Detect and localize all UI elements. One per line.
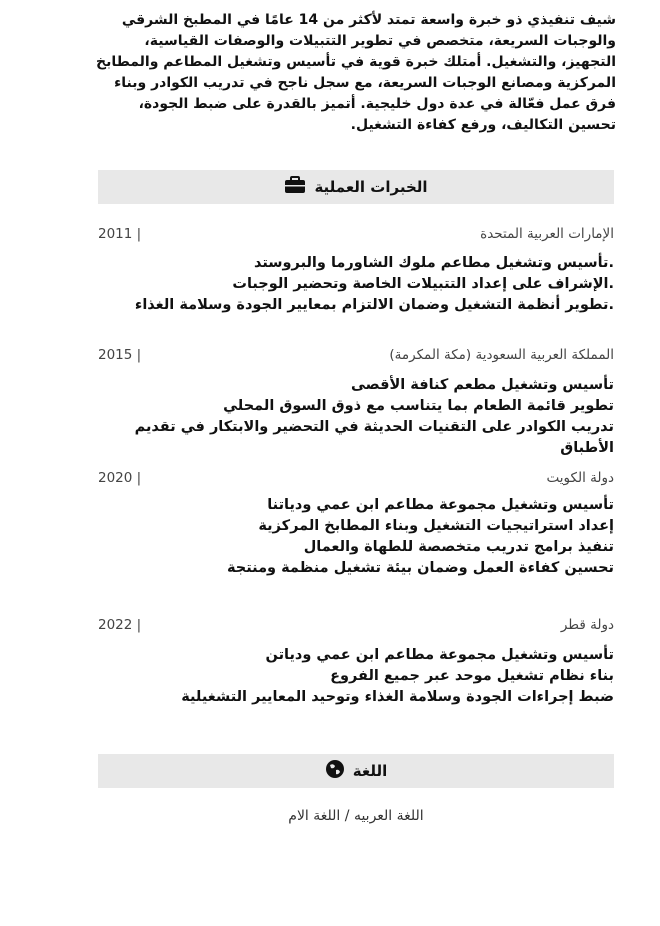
experience-country: المملكة العربية السعودية (مكة المكرمة)	[389, 347, 614, 363]
list-item: تنفيذ برامج تدريب متخصصة للطهاة والعمال	[303, 539, 614, 555]
list-item: بناء نظام تشغيل موحد عبر جميع الفروع	[330, 668, 614, 684]
list-item: .الإشراف على إعداد التتبيلات الخاصة وتحضير الوجبات	[232, 276, 614, 292]
experience-entry-header	[98, 617, 614, 633]
professional-summary: شيف تنفيذي ذو خبرة واسعة تمتد لأكثر من 14 عامًا في المطبخ الشرقي والوجبات السريعة، متخصص في تطوير التتبيلات والوصفات القياسية، التجهيز، والتشغيل. أمتلك خبرة قوية في تأسيس وتشغيل المطاعم والمطابخ المركزية ومصانع الوجبات السريعة، مع سجل ناجح في تدريب الكوادر وبناء فرق عمل فعّالة في عدة دول خليجية. أتميز بالقدرة على ضبط الجودة، تحسين التكاليف، ورفع كفاءة التشغيل.	[96, 12, 616, 133]
experience-items	[98, 253, 614, 316]
list-item: تأسيس وتشغيل مجموعة مطاعم ابن عمي ودياتن	[265, 647, 614, 663]
experience-items	[98, 495, 614, 579]
experience-entry-header	[98, 347, 614, 363]
list-item: تحسين كفاءة العمل وضمان بيئة تشغيل منظمة ومنتجة	[227, 560, 614, 576]
experience-items	[98, 375, 614, 459]
experience-section-title: الخبرات العملية	[314, 178, 428, 196]
language-section-title: اللغة	[352, 762, 388, 780]
experience-country: دولة الكويت	[546, 470, 614, 486]
list-item: تأسيس وتشغيل مطعم كنافة الأقصى	[351, 377, 614, 393]
list-item: تأسيس وتشغيل مجموعة مطاعم ابن عمي ودياتنا	[267, 497, 614, 513]
experience-date: 2011 |	[98, 226, 142, 242]
experience-date: 2015 |	[98, 347, 142, 363]
briefcase-icon	[284, 176, 306, 198]
experience-date: 2020 |	[98, 470, 142, 486]
experience-date: 2022 |	[98, 617, 142, 633]
list-item: .تطوير أنظمة التشغيل وضمان الالتزام بمعايير الجودة وسلامة الغذاء	[134, 297, 614, 313]
experience-section-header	[98, 170, 614, 204]
list-item: تدريب الكوادر على التقنيات الحديثة في التحضير والابتكار في تقديم الأطباق	[134, 419, 614, 456]
language-section-header	[98, 754, 614, 788]
experience-entry-header	[98, 470, 614, 486]
list-item: تطوير قائمة الطعام بما يتناسب مع ذوق السوق المحلي	[223, 398, 614, 414]
experience-country: دولة قطر	[560, 617, 614, 633]
globe-icon	[325, 759, 345, 783]
experience-entry-header	[98, 226, 614, 242]
list-item: .تأسيس وتشغيل مطاعم ملوك الشاورما والبروستد	[253, 255, 614, 271]
list-item: ضبط إجراءات الجودة وسلامة الغذاء وتوحيد المعايير التشغيلية	[181, 689, 614, 705]
experience-items	[98, 645, 614, 708]
list-item: إعداد استراتيجيات التشغيل وبناء المطابخ المركزية	[258, 518, 614, 534]
language-value: اللغة العربيه / اللغة الام	[288, 808, 424, 824]
experience-country: الإمارات العربية المتحدة	[480, 226, 614, 242]
